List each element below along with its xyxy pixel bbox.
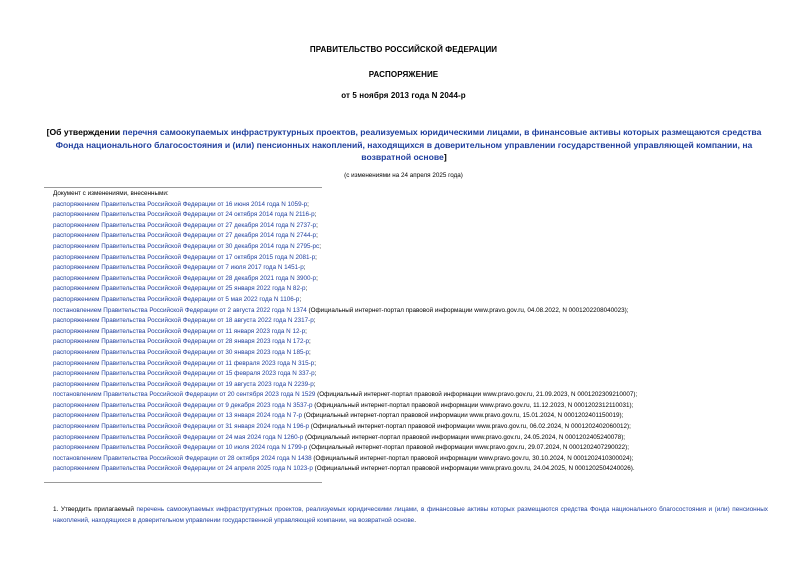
- amendment-link[interactable]: распоряжением Правительства Российской Федерации от 9 декабря 2023 года N 3537-р: [53, 401, 313, 409]
- amendment-link[interactable]: распоряжением Правительства Российской Федерации от 27 декабря 2014 года N 2744-р: [53, 232, 317, 240]
- amendment-item: [53, 274, 773, 285]
- amendment-item: [53, 316, 773, 327]
- title-link[interactable]: перечня самоокупаемых инфраструктурных проектов, реализуемых юридическими лицами, в финансовые активы которых размещаются средства Фонда национального благосостояния и (или) пенсионных накоплений, находящихся в доверительном управлении государственной управляющей компании, на возвратной основе: [55, 127, 762, 162]
- amendment-publication-note: ;: [316, 221, 318, 229]
- document-title: [44, 126, 764, 164]
- amendment-link[interactable]: постановлением Правительства Российской Федерации от 28 октября 2024 года N 1438: [53, 454, 312, 462]
- amendment-item: [53, 327, 773, 338]
- amendment-publication-note: ;: [305, 285, 308, 293]
- document-type-heading: РАСПОРЯЖЕНИЕ: [368, 70, 439, 79]
- amendment-item: [53, 306, 773, 317]
- amendment-link[interactable]: распоряжением Правительства Российской Федерации от 19 августа 2023 года N 2239-р: [53, 380, 314, 388]
- amendment-item: [53, 380, 773, 391]
- amendment-publication-note: (Официальный интернет-портал правовой информации www.pravo.gov.ru, 24.05.2024, N 0001202405240078);: [303, 433, 626, 441]
- amendment-publication-note: ;: [316, 232, 318, 240]
- amendment-publication-note: (Официальный интернет-портал правовой информации www.pravo.gov.ru, 11.12.2023, N 0001202312110031);: [312, 401, 634, 409]
- amendment-publication-note: (Официальный интернет-портал правовой информации www.pravo.gov.ru, 21.09.2023, N 0001202309210007);: [315, 391, 638, 399]
- divider-bottom: [44, 482, 322, 483]
- amendment-item: [53, 369, 773, 380]
- amendment-link[interactable]: распоряжением Правительства Российской Федерации от 10 июля 2024 года N 1799-р: [53, 444, 308, 452]
- amendment-publication-note: ;: [307, 200, 309, 208]
- amendment-publication-note: ;: [305, 327, 307, 335]
- amendment-item: [53, 454, 773, 465]
- amendment-item: [53, 242, 773, 253]
- amendment-item: [53, 221, 773, 232]
- amendment-link[interactable]: распоряжением Правительства Российской Федерации от 13 января 2024 года N 7-р: [53, 412, 303, 420]
- amendment-publication-note: (Официальный интернет-портал правовой информации www.pravo.gov.ru, 15.01.2024, N 0001202401150019);: [302, 412, 624, 420]
- amendment-link[interactable]: распоряжением Правительства Российской Федерации от 17 октября 2015 года N 2081-р: [53, 253, 316, 261]
- amendment-link[interactable]: распоряжением Правительства Российской Федерации от 16 июня 2014 года N 1059-р: [53, 200, 308, 208]
- amendment-publication-note: (Официальный интернет-портал правовой информации www.pravo.gov.ru, 29.07.2024, N 0001202407290022);: [307, 444, 630, 452]
- document-date-number: от 5 ноября 2013 года N 2044-р: [341, 91, 466, 100]
- amendment-item: [53, 253, 773, 264]
- issuer-heading: ПРАВИТЕЛЬСТВО РОССИЙСКОЙ ФЕДЕРАЦИИ: [309, 45, 498, 54]
- amendment-link[interactable]: распоряжением Правительства Российской Федерации от 28 января 2023 года N 172-р: [53, 338, 310, 346]
- amendment-link[interactable]: распоряжением Правительства Российской Федерации от 27 декабря 2014 года N 2737-р: [53, 221, 317, 229]
- amendment-link[interactable]: распоряжением Правительства Российской Федерации от 30 декабря 2014 года N 2795-рс: [53, 242, 320, 250]
- amendments-list: [53, 189, 773, 475]
- amendment-link[interactable]: распоряжением Правительства Российской Федерации от 11 февраля 2023 года N 315-р: [53, 359, 315, 367]
- amendment-item: [53, 348, 773, 359]
- amendment-item: [53, 284, 773, 295]
- amendment-publication-note: ;: [315, 253, 317, 261]
- amendment-publication-note: ;: [313, 317, 316, 325]
- amendment-item: [53, 337, 773, 348]
- amendment-publication-note: ;: [319, 242, 321, 250]
- amendment-item: [53, 359, 773, 370]
- title-open-bracket: [Об утверждении: [46, 127, 123, 137]
- amendment-publication-note: ;: [314, 359, 316, 367]
- amendment-publication-note: ;: [309, 338, 311, 346]
- amendment-link[interactable]: распоряжением Правительства Российской Федерации от 15 февраля 2023 года N 337-р: [53, 370, 315, 378]
- paragraph-1: [53, 505, 768, 526]
- amendment-link[interactable]: распоряжением Правительства Российской Федерации от 11 января 2023 года N 12-р: [53, 327, 306, 335]
- amendment-item: [53, 464, 773, 475]
- amendment-item: [53, 443, 773, 454]
- amendment-item: [53, 231, 773, 242]
- amendment-item: [53, 401, 773, 412]
- amendment-item: [53, 210, 773, 221]
- amendment-publication-note: ;: [314, 211, 317, 219]
- amendment-link[interactable]: распоряжением Правительства Российской Федерации от 7 июля 2017 года N 1451-р: [53, 264, 304, 272]
- amendment-publication-note: (Официальный интернет-портал правовой информации www.pravo.gov.ru, 06.02.2024, N 0001202402060012);: [309, 423, 631, 431]
- amendment-publication-note: ;: [314, 370, 317, 378]
- paragraph-1-tail: .: [414, 516, 417, 524]
- amendment-publication-note: ;: [313, 380, 316, 388]
- amendment-link[interactable]: распоряжением Правительства Российской Федерации от 24 октября 2014 года N 2116-р: [53, 211, 315, 219]
- amendment-link[interactable]: распоряжением Правительства Российской Федерации от 25 января 2022 года N 82-р: [53, 285, 306, 293]
- amendment-item: [53, 422, 773, 433]
- amendment-publication-note: ;: [316, 274, 318, 282]
- amendment-item: [53, 390, 773, 401]
- amendment-publication-note: (Официальный интернет-портал правовой информации www.pravo.gov.ru, 24.04.2025, N 0001202504240026).: [312, 465, 635, 473]
- amendment-link[interactable]: распоряжением Правительства Российской Федерации от 18 августа 2022 года N 2317-р: [53, 317, 314, 325]
- paragraph-1-link[interactable]: перечень самоокупаемых инфраструктурных проектов, реализуемых юридическими лицами, в финансовые активы которых размещаются средства Фонда национального благосостояния и (или) пенсионных накоплений, находящихся в доверительном управлении государственной управляющей компании, на возвратной основе: [53, 506, 768, 524]
- amendment-link[interactable]: постановлением Правительства Российской Федерации от 20 сентября 2023 года N 1529: [53, 391, 316, 399]
- amendment-link[interactable]: постановлением Правительства Российской Федерации от 2 августа 2022 года N 1374: [53, 306, 307, 314]
- amendment-link[interactable]: распоряжением Правительства Российской Федерации от 31 января 2024 года N 196-р: [53, 423, 310, 431]
- amendment-publication-note: ;: [299, 295, 302, 303]
- amendment-link[interactable]: распоряжением Правительства Российской Федерации от 5 мая 2022 года N 1106-р: [53, 295, 300, 303]
- amendment-item: [53, 295, 773, 306]
- amendment-link[interactable]: распоряжением Правительства Российской Федерации от 24 мая 2024 года N 1260-р: [53, 433, 304, 441]
- paragraph-1-lead: 1. Утвердить прилагаемый: [53, 506, 137, 513]
- amendment-publication-note: ;: [303, 264, 306, 272]
- amendments-intro: Документ с изменениями, внесенными:: [53, 190, 169, 197]
- amendment-publication-note: (Официальный интернет-портал правовой информации www.pravo.gov.ru, 30.10.2024, N 0001202410300024);: [311, 454, 634, 462]
- amendment-publication-note: (Официальный интернет-портал правовой информации www.pravo.gov.ru, 04.08.2022, N 0001202208040023);: [306, 306, 629, 314]
- amendment-item: [53, 433, 773, 444]
- amendment-item: [53, 411, 773, 422]
- title-close-bracket: ]: [443, 152, 447, 162]
- amendment-link[interactable]: распоряжением Правительства Российской Федерации от 30 января 2023 года N 185-р: [53, 348, 310, 356]
- amendment-publication-note: ;: [309, 348, 311, 356]
- amendment-link[interactable]: распоряжением Правительства Российской Федерации от 28 декабря 2021 года N 3900-р: [53, 274, 317, 282]
- amendment-item: [53, 263, 773, 274]
- divider-top: [44, 187, 322, 188]
- amendment-link[interactable]: распоряжением Правительства Российской Федерации от 24 апреля 2025 года N 1023-р: [53, 465, 313, 473]
- amendment-item: [53, 200, 773, 211]
- amended-note: (с изменениями на 24 апреля 2025 года): [344, 172, 463, 179]
